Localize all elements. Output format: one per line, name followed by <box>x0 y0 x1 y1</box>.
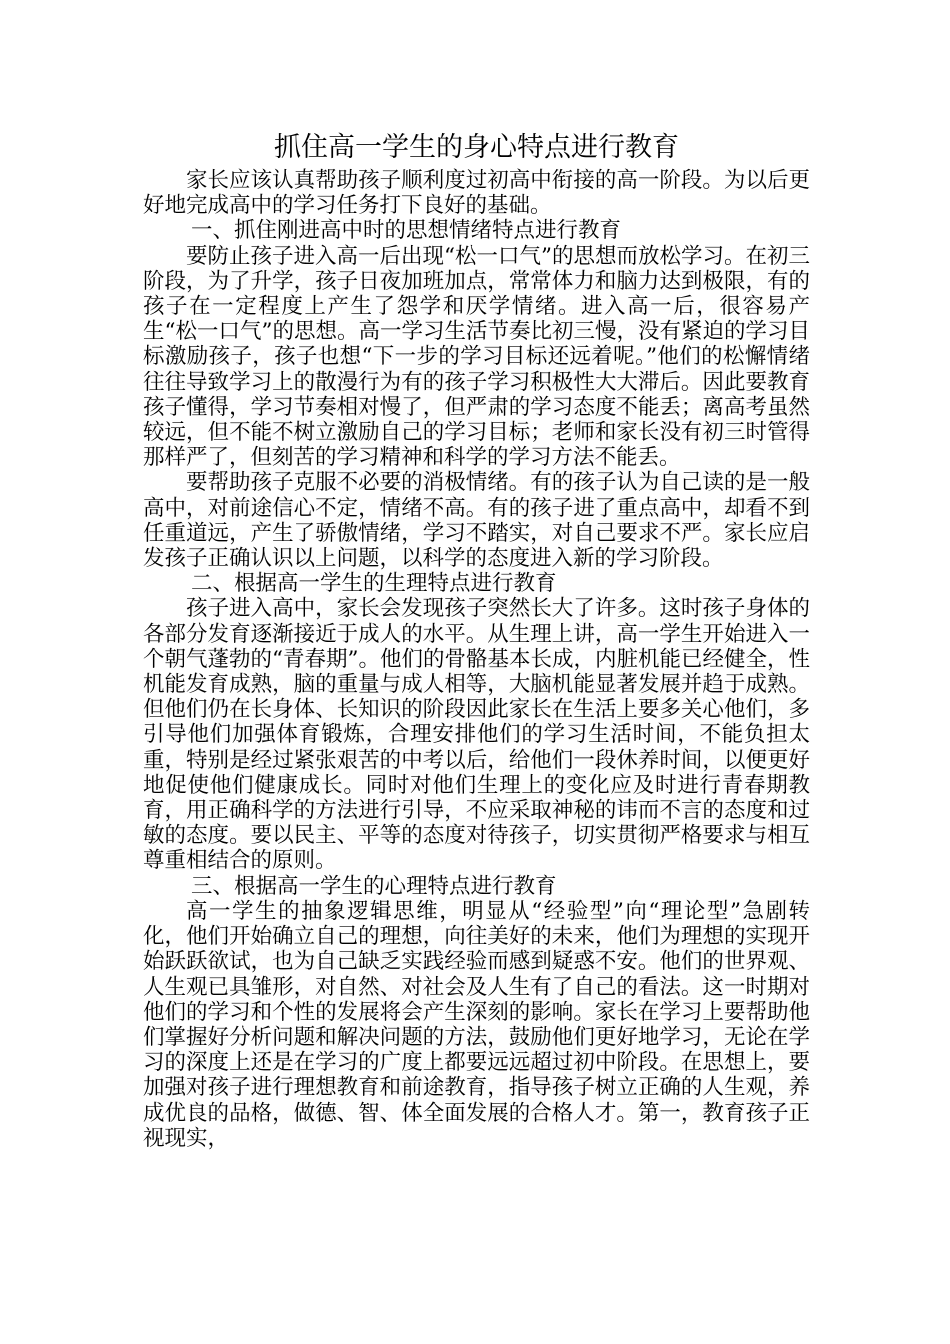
section-3-heading: 三、根据高一学生的心理特点进行教育 <box>191 873 557 899</box>
document-title: 抓住高一学生的身心特点进行教育 <box>274 132 679 163</box>
section-3-paragraph-1: 高一学生的抽象逻辑思维，明显从“经验型”向“理论型”急剧转化，他们开始确立自己的理想，向往美好的未来，他们为理想的实现开始跃跃欲试，也为自己缺乏实践经验而感到疑惑不安。他们的世界观、人生观已具雏形，对自然、对社会及人生有了自己的看法。这一时期对他们的学习和个性的发展将会产生深刻的影响。家长在学习上要帮助他们掌握好分析问题和解决问题的方法，鼓励他们更好地学习，无论在学习的深度上还是在学习的广度上都要远远超过初中阶段。在思想上，要加强对孩子进行理想教育和前途教育，指导孩子树立正确的人生观，养成优良的品格，做德、智、体全面发展的合格人才。第一，教育孩子正视现实， <box>143 898 810 1151</box>
section-2-heading: 二、根据高一学生的生理特点进行教育 <box>191 571 557 597</box>
section-1-heading: 一、抓住刚进高中时的思想情绪特点进行教育 <box>191 218 622 244</box>
intro-paragraph: 家长应该认真帮助孩子顺利度过初高中衔接的高一阶段。为以后更好地完成高中的学习任务打下良好的基础。 <box>143 168 810 219</box>
document-body <box>143 168 810 1151</box>
section-1-paragraph-2: 要帮助孩子克服不必要的消极情绪。有的孩子认为自己读的是一般高中，对前途信心不定，情绪不高。有的孩子进了重点高中，却看不到任重道远，产生了骄傲情绪，学习不踏实，对自己要求不严。家长应启发孩子正确认识以上问题，以科学的态度进入新的学习阶段。 <box>143 470 810 572</box>
section-1-paragraph-1: 要防止孩子进入高一后出现“松一口气”的思想而放松学习。在初三阶段，为了升学，孩子日夜加班加点，常常体力和脑力达到极限，有的孩子在一定程度上产生了怨学和厌学情绪。进入高一后，很容易产生“松一口气”的思想。高一学习生活节奏比初三慢，没有紧迫的学习目标激励孩子，孩子也想“下一步的学习目标还远着呢。”他们的松懈情绪往往导致学习上的散漫行为有的孩子学习积极性大大滞后。因此要教育孩子懂得，学习节奏相对慢了，但严肃的学习态度不能丢；离高考虽然较远，但不能不树立激励自己的学习目标；老师和家长没有初三时管得那样严了，但刻苦的学习精神和科学的学习方法不能丢。 <box>143 243 810 471</box>
document-page <box>143 128 810 1151</box>
section-2-paragraph-1: 孩子进入高中，家长会发现孩子突然长大了许多。这时孩子身体的各部分发育逐渐接近于成人的水平。从生理上讲，高一学生开始进入一个朝气蓬勃的“青春期”。他们的骨骼基本长成，内脏机能已经健全，性机能发育成熟，脑的重量与成人相等，大脑机能显著发展并趋于成熟。但他们仍在长身体、长知识的阶段因此家长在生活上要多关心他们，多引导他们加强体育锻炼，合理安排他们的学习生活时间，不能负担太重，特别是经过紧张艰苦的中考以后，给他们一段休养时间，以便更好地促使他们健康成长。同时对他们生理上的变化应及时进行青春期教育，用正确科学的方法进行引导，不应采取神秘的讳而不言的态度和过敏的态度。要以民主、平等的态度对待孩子，切实贯彻严格要求与相互尊重相结合的原则。 <box>143 596 810 874</box>
